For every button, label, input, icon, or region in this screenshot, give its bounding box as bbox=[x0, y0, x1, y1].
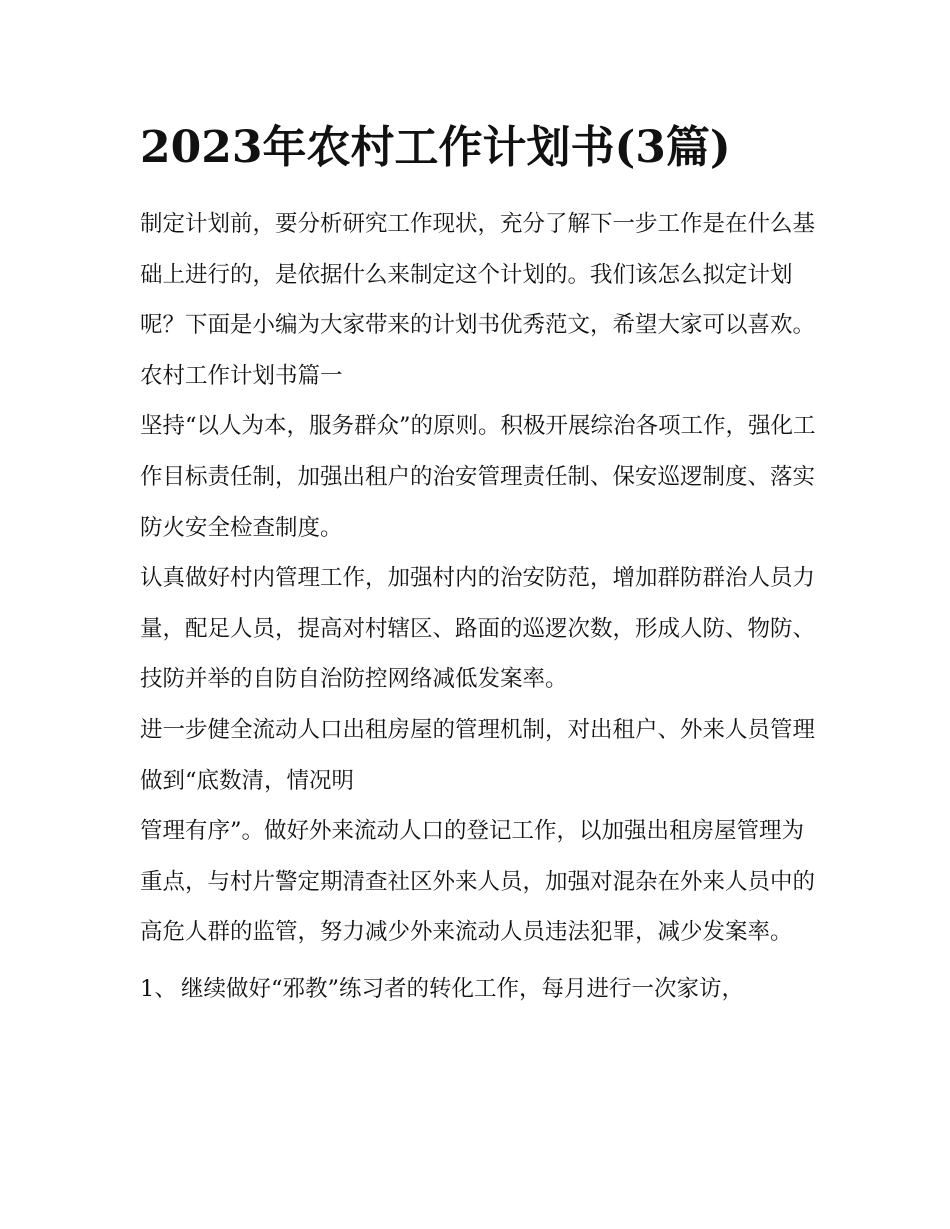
body-paragraph: 认真做好村内管理工作，加强村内的治安防范，增加群防群治人员力量，配足人员，提高对村辖区、路面的巡逻次数，形成人防、物防、技防并举的自防自治防控网络减低发案率。 bbox=[140, 565, 816, 693]
list-item bbox=[140, 964, 820, 1015]
section-heading: 农村工作计划书篇一 bbox=[140, 362, 343, 389]
list-item-number: 1、 bbox=[140, 975, 177, 1002]
list-item-text: 继续做好“邪教”练习者的转化工作，每月进行一次家访， bbox=[181, 975, 745, 1002]
body-paragraph: 管理有序”。做好外来流动人口的登记工作，以加强出租房屋管理为重点，与村片警定期清查社区外来人员，加强对混杂在外来人员中的高危人群的监管，努力减少外来流动人员违法犯罪，减少发案率。 bbox=[140, 818, 816, 946]
body-paragraph: 进一步健全流动人口出租房屋的管理机制，对出租户、外来人员管理做到“底数清，情况明 bbox=[140, 716, 816, 794]
body-paragraph: 坚持“以人为本，服务群众”的原则。积极开展综治各项工作，强化工作目标责任制，加强出租户的治安管理责任制、保安巡逻制度、落实防火安全检查制度。 bbox=[140, 413, 816, 541]
intro-paragraph: 制定计划前，要分析研究工作现状，充分了解下一步工作是在什么基础上进行的，是依据什么来制定这个计划的。我们该怎么拟定计划呢？下面是小编为大家带来的计划书优秀范文，希望大家可以喜欢。 bbox=[140, 211, 816, 339]
document-body bbox=[140, 199, 820, 1015]
document-title: 2023年农村工作计划书(3篇) bbox=[140, 122, 731, 173]
